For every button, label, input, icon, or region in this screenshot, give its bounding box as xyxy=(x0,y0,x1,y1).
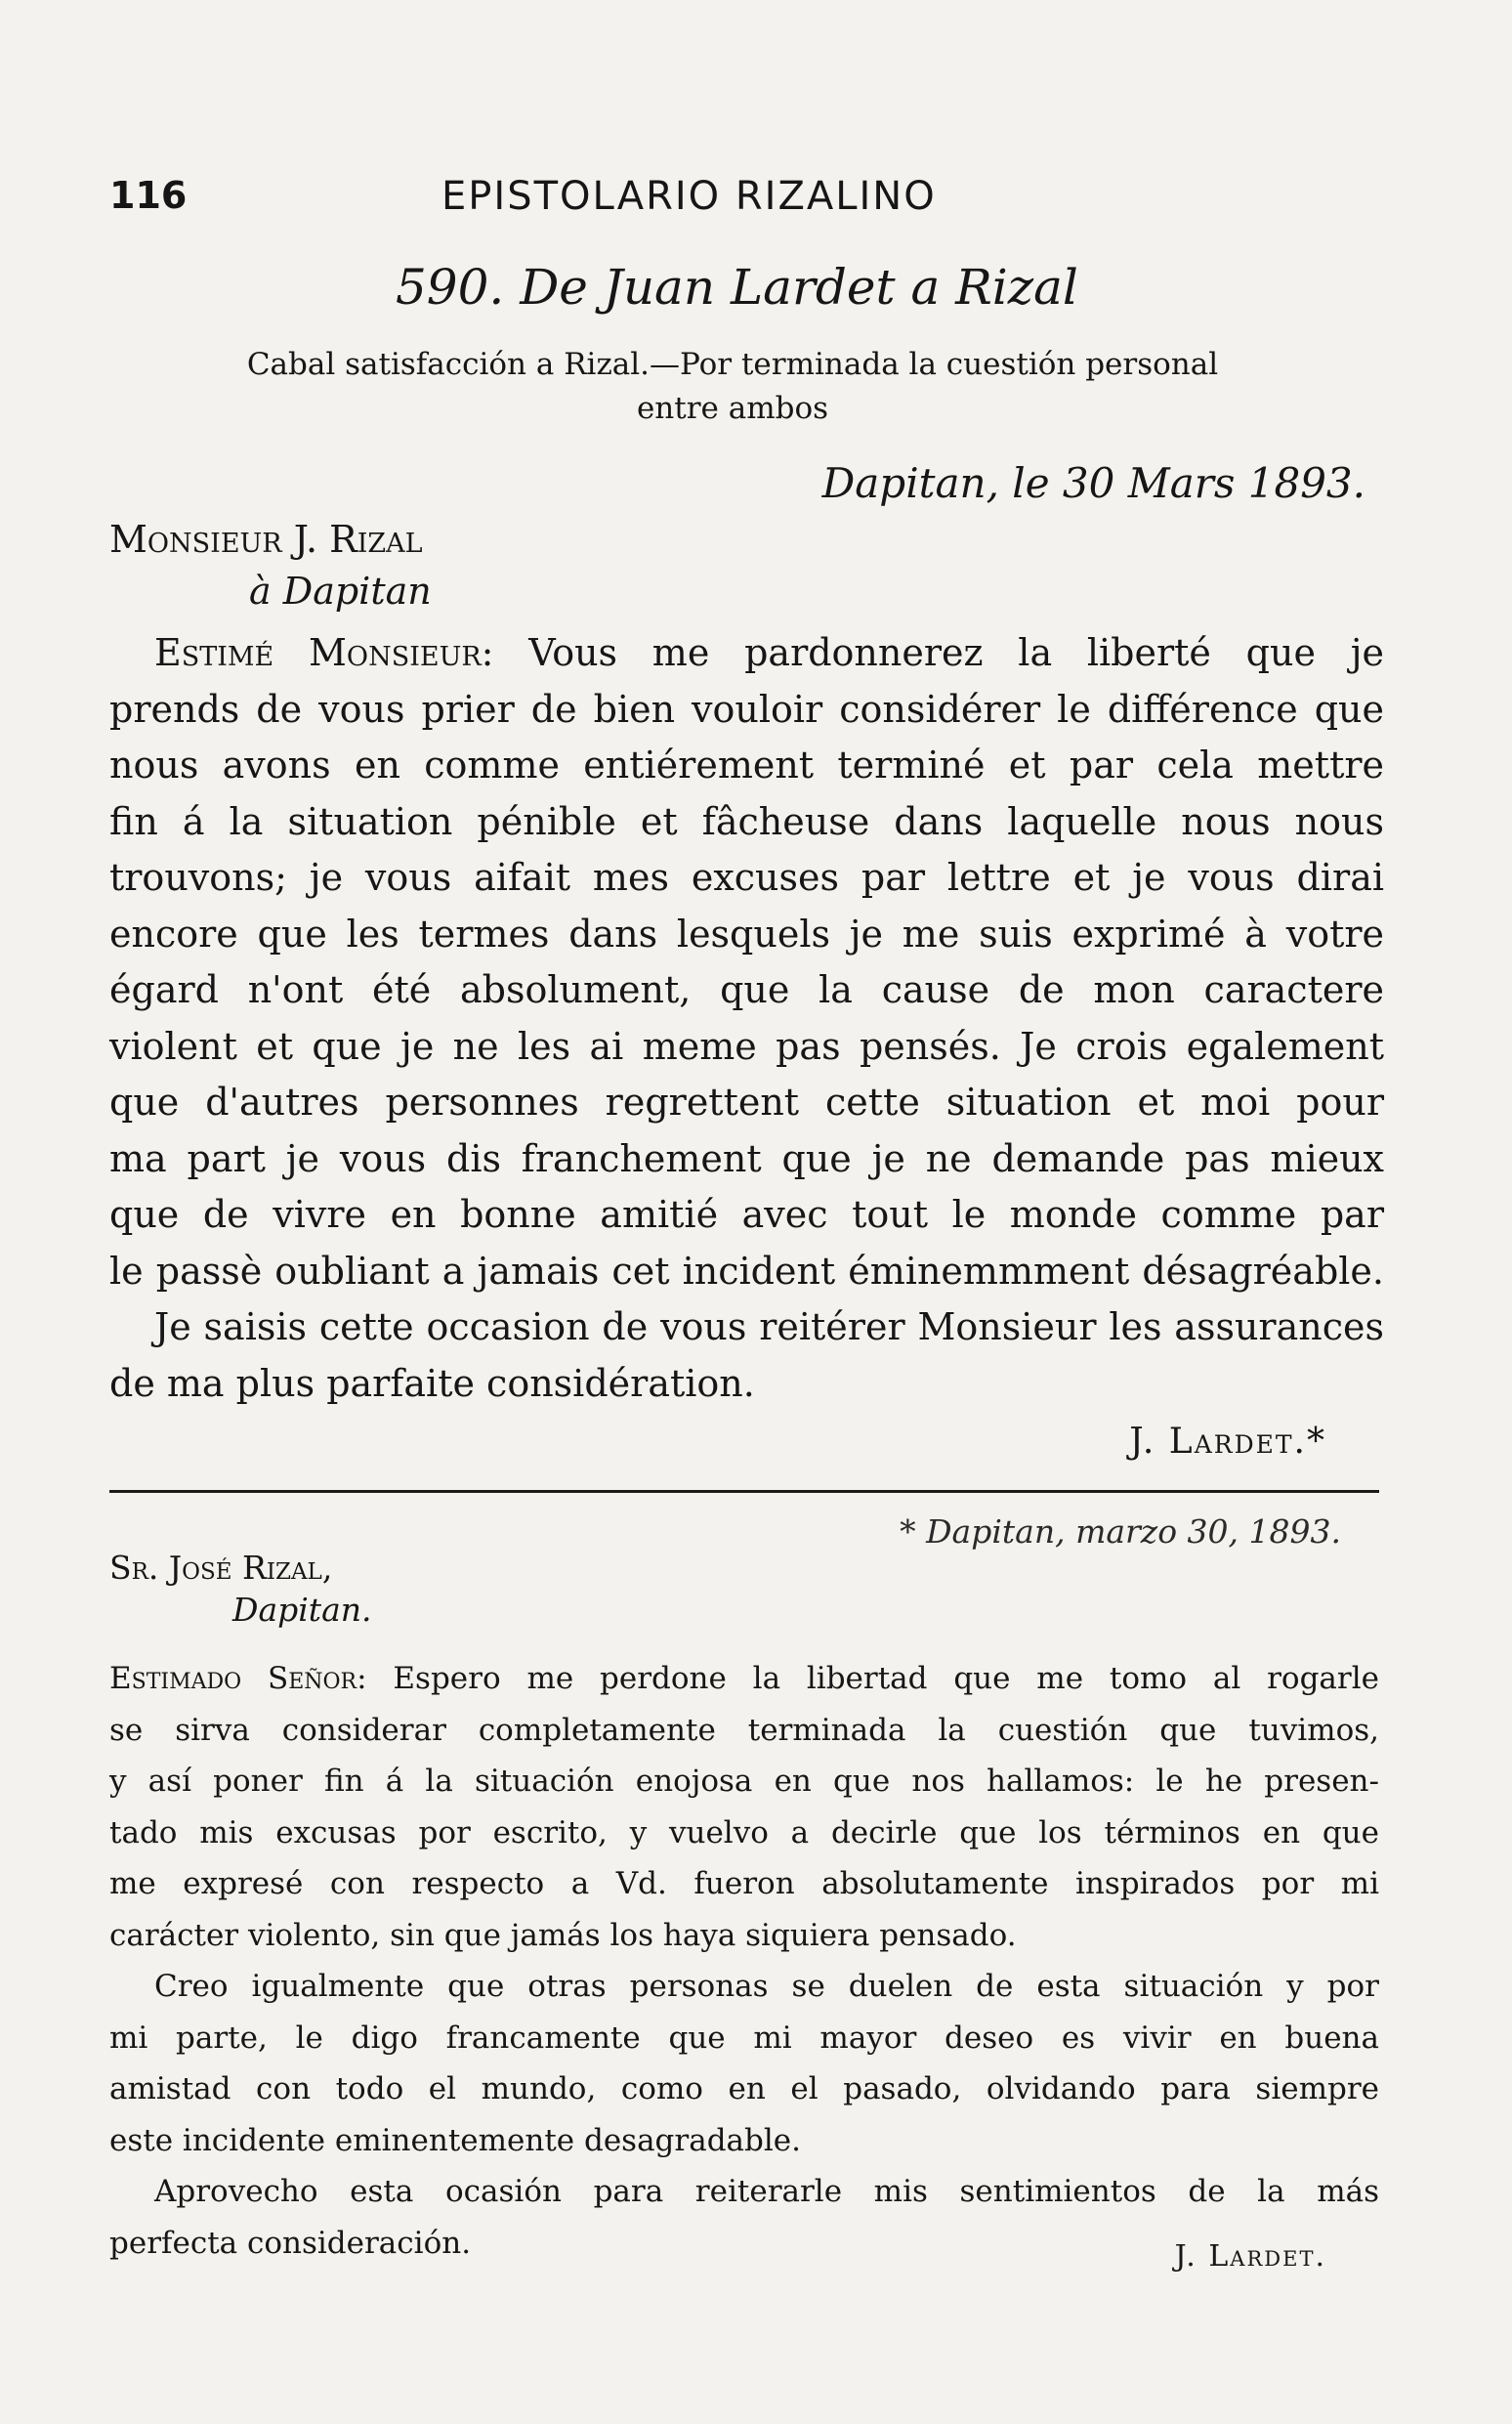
body-line: me expresé con respecto a Vd. fueron absolutamente inspirados por mi xyxy=(109,1866,1379,1901)
body-line: perfecta consideración. xyxy=(109,2225,472,2261)
body-line: violent et que je ne les ai meme pas pensés. Je crois egalement xyxy=(109,1024,1384,1068)
addressee-place: à Dapitan xyxy=(249,570,432,613)
book-title: EPISTOLARIO RIZALINO xyxy=(441,174,937,219)
section-divider xyxy=(109,1490,1379,1493)
body-line: fin á la situation pénible et fâcheuse dans laquelle nous nous xyxy=(109,799,1384,843)
body-line: se sirva considerar completamente terminada la cuestión que tuvimos, xyxy=(109,1712,1379,1748)
body-line: tado mis excusas por escrito, y vuelvo a decirle que los términos en que xyxy=(109,1814,1379,1850)
body-line: amistad con todo el mundo, como en el pasado, olvidando para siempre xyxy=(109,2071,1379,2106)
translation-footnote-date: * Dapitan, marzo 30, 1893. xyxy=(900,1512,1341,1551)
body-line: Je saisis cette occasion de vous reitérer Monsieur les assurances xyxy=(154,1305,1384,1348)
body-line: trouvons; je vous aifait mes excuses par lettre et je vous dirai xyxy=(109,856,1384,899)
body-line: le passè oubliant a jamais cet incident éminemmment désagréable. xyxy=(109,1249,1384,1293)
addressee-name: Monsieur J. Rizal xyxy=(109,518,423,561)
salutation: Estimado Señor: xyxy=(109,1661,367,1696)
body-line: Creo igualmente que otras personas se duelen de esta situación y por xyxy=(154,1969,1379,2004)
body-line: Aprovecho esta ocasión para reiterarle mis sentimientos de la más xyxy=(154,2174,1379,2209)
body-line: que d'autres personnes regrettent cette situation et moi pour xyxy=(109,1081,1384,1124)
letter-summary-line: Cabal satisfacción a Rizal.—Por terminada la cuestión personal xyxy=(246,347,1219,382)
body-line: y así poner fin á la situación enojosa en que nos hallamos: le he presen- xyxy=(109,1764,1379,1799)
body-line: Estimado Señor: Espero me perdone la libertad que me tomo al rogarle xyxy=(109,1661,1379,1696)
body-line: de ma plus parfaite considération. xyxy=(109,1361,755,1405)
letter-body-french xyxy=(109,625,1384,1412)
body-line: Estimé Monsieur: Vous me pardonnerez la liberté que je xyxy=(154,631,1384,674)
running-head xyxy=(109,174,1379,233)
body-line: este incidente eminentemente desagradable. xyxy=(109,2122,801,2158)
body-line: prends de vous prier de bien vouloir considérer le différence que xyxy=(109,687,1384,731)
body-line: ma part je vous dis franchement que je ne demande pas mieux xyxy=(109,1136,1384,1180)
letter-summary-line: entre ambos xyxy=(636,391,829,426)
letter-body-spanish xyxy=(109,1653,1379,2269)
translation-addressee-place: Dapitan. xyxy=(232,1591,372,1629)
translation-signature: J. Lardet. xyxy=(1174,2239,1326,2274)
body-line: carácter violento, sin que jamás los haya siquiera pensado. xyxy=(109,1917,1017,1953)
body-line: égard n'ont été absolument, que la cause de mon caractere xyxy=(109,968,1384,1011)
letter-dateline: Dapitan, le 30 Mars 1893. xyxy=(821,459,1365,507)
salutation: Estimé Monsieur: xyxy=(154,631,494,674)
body-line: nous avons en comme entiérement terminé et par cela mettre xyxy=(109,744,1384,787)
letter-heading: 590. De Juan Lardet a Rizal xyxy=(396,259,1078,316)
body-line: mi parte, le digo francamente que mi mayor deseo es vivir en buena xyxy=(109,2020,1379,2056)
page-number: 116 xyxy=(109,174,188,217)
body-line: que de vivre en bonne amitié avec tout le monde comme par xyxy=(109,1193,1384,1236)
translation-addressee-name: Sr. José Rizal, xyxy=(109,1549,333,1587)
letter-signature: J. Lardet.* xyxy=(1129,1422,1326,1462)
body-line: encore que les termes dans lesquels je me suis exprimé à votre xyxy=(109,912,1384,956)
